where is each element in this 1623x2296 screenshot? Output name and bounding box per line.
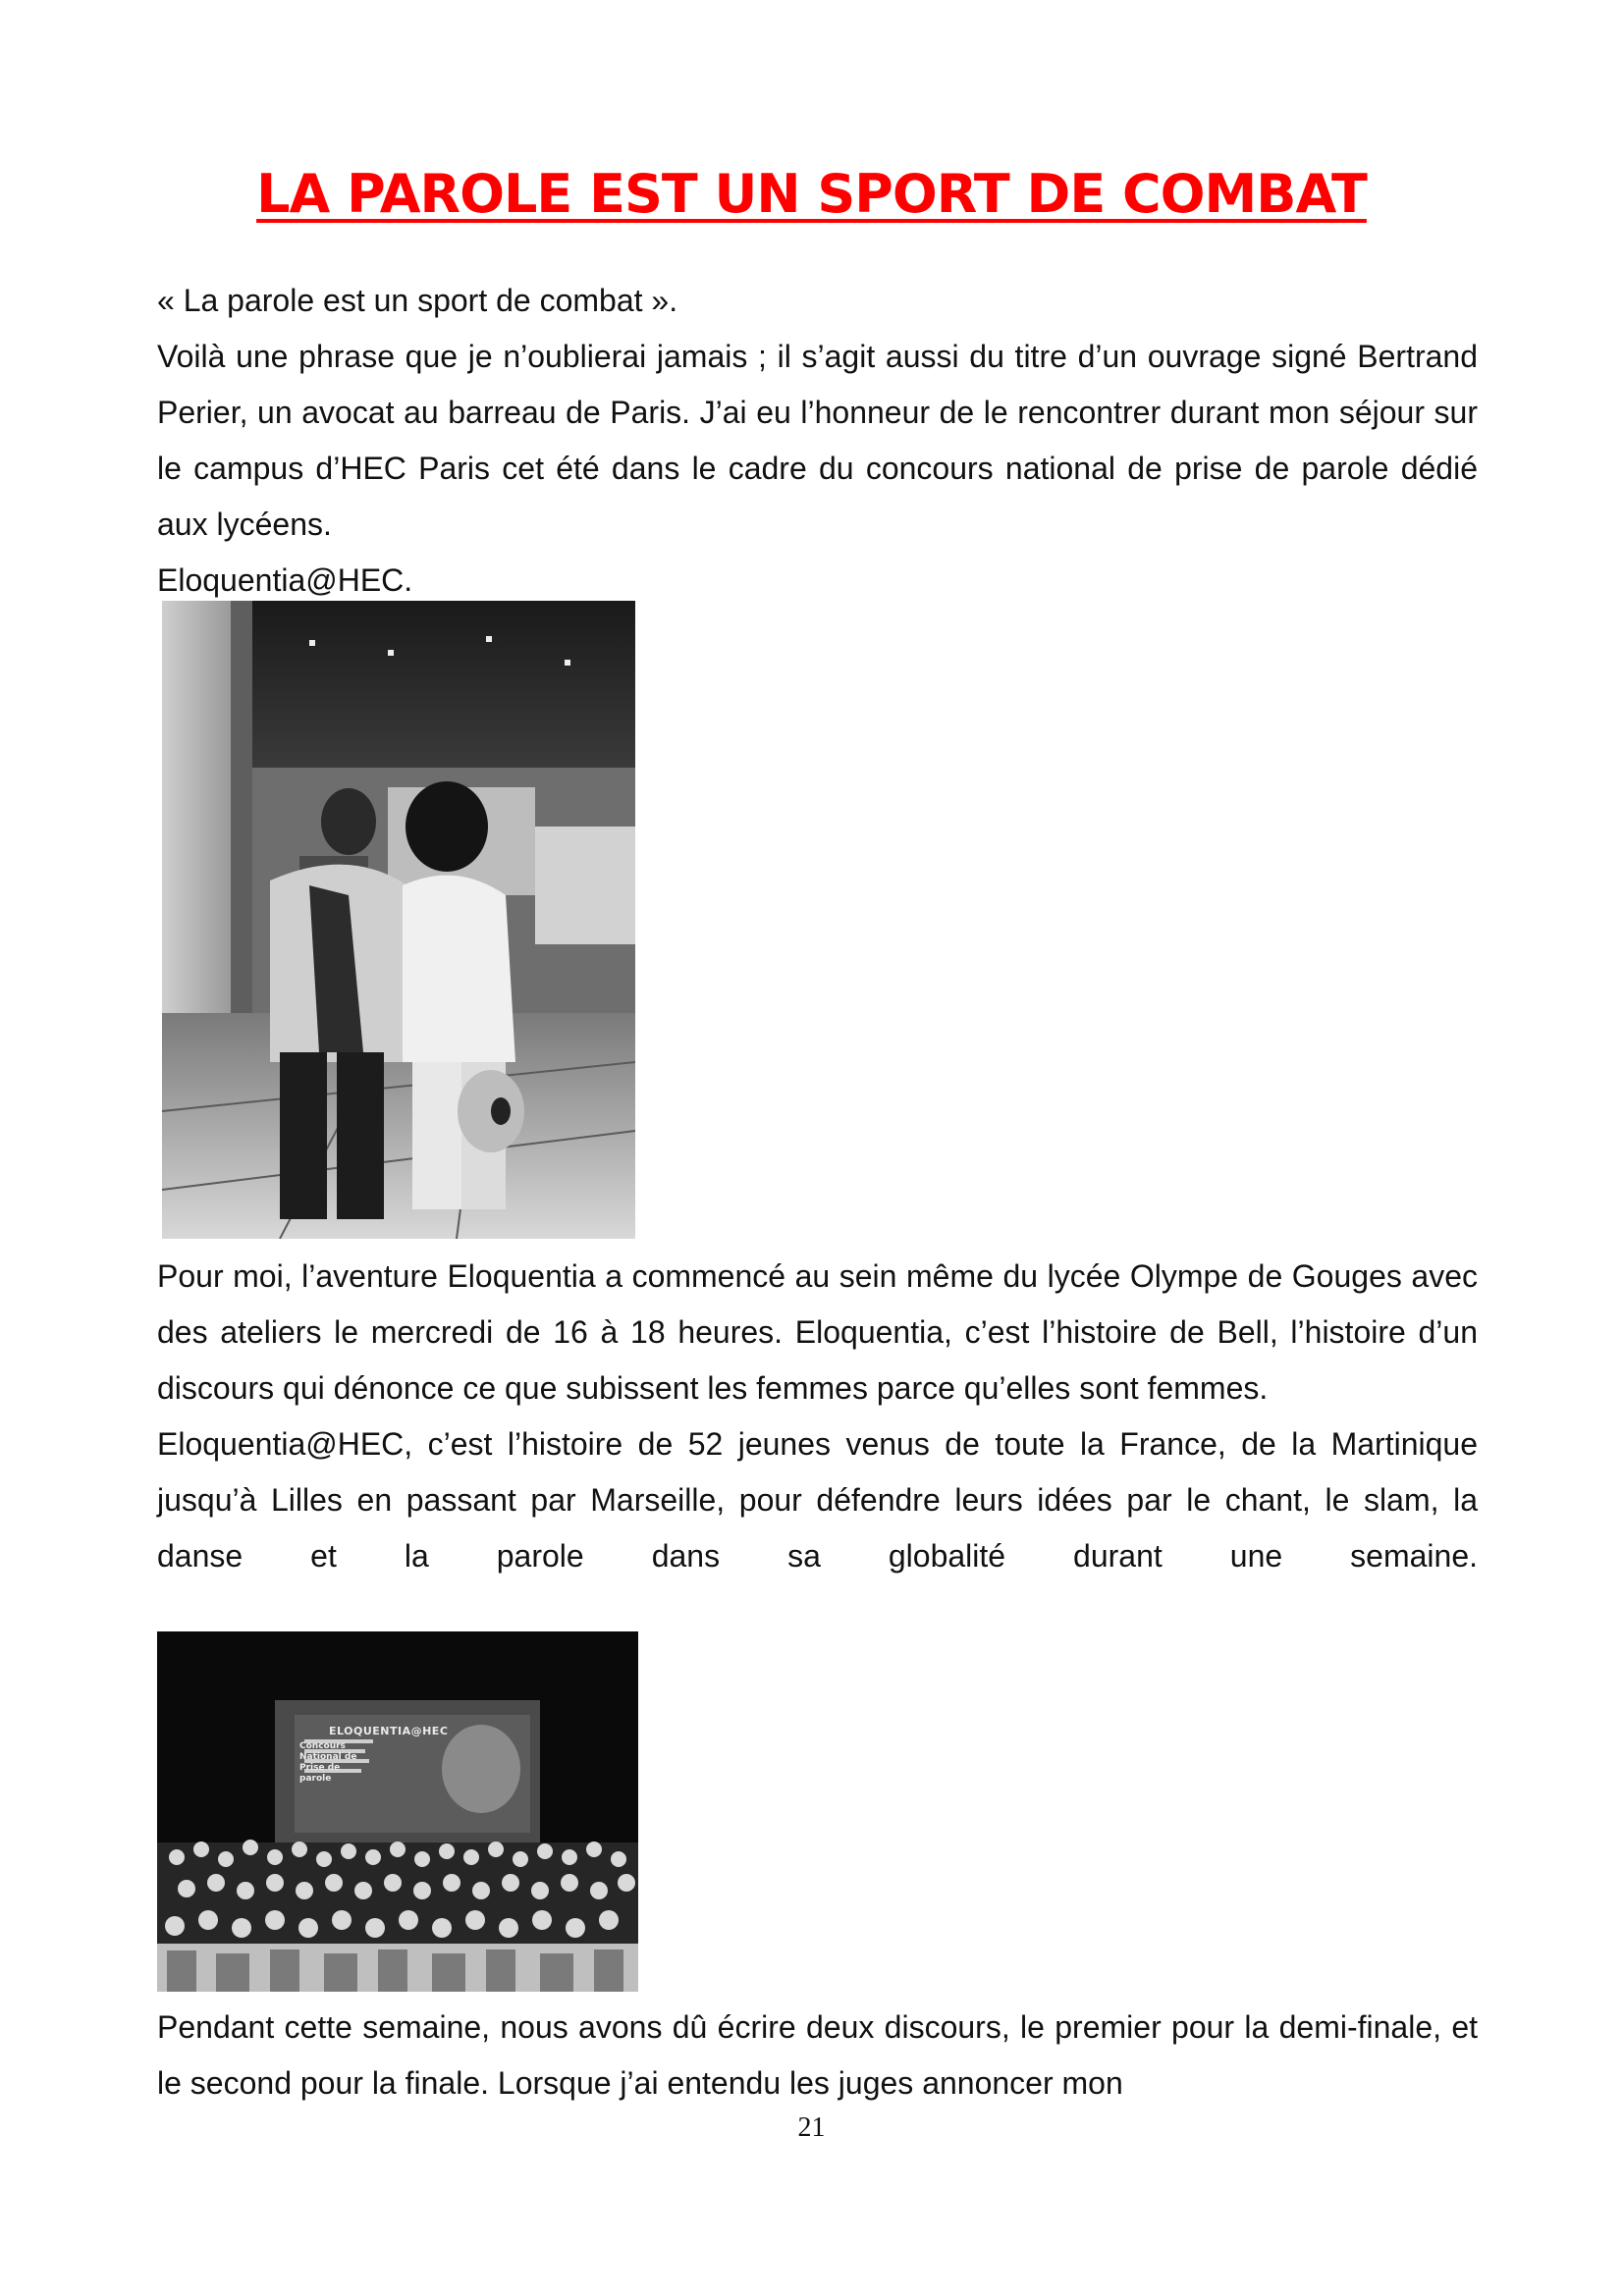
middle-text-block xyxy=(157,1249,1478,1584)
middle-paragraph-2: Eloquentia@HEC, c’est l’histoire de 52 jeunes venus de toute la France, de la Martinique jusqu’à Lilles en passant par Marseille, pour défendre leurs idées par le chant, le slam, la danse et la parole dans sa globalité durant une semaine. xyxy=(157,1426,1478,1574)
intro-quote: « La parole est un sport de combat ». xyxy=(157,283,678,318)
photo-meeting-in-hall xyxy=(162,601,635,1239)
intro-event-name: Eloquentia@HEC. xyxy=(157,562,413,598)
intro-paragraph: Voilà une phrase que je n’oublierai jamais ; il s’agit aussi du titre d’un ouvrage signé Bertrand Perier, un avocat au barreau de Paris. J’ai eu l’honneur de le rencontrer durant mon séjour sur le campus d’HEC Paris cet été dans le cadre du concours national de prise de parole dédié aux lycéens. xyxy=(157,339,1478,542)
banner-logo-text: ELOQUENTIA@HEC xyxy=(329,1725,449,1737)
meeting-photo-image xyxy=(162,601,635,1239)
group-photo-image xyxy=(157,1631,638,1992)
closing-paragraph: Pendant cette semaine, nous avons dû écrire deux discours, le premier pour la demi-finale, et le second pour la finale. Lorsque j’ai entendu les juges annoncer mon xyxy=(157,2009,1478,2101)
page-title: LA PAROLE EST UN SPORT DE COMBAT xyxy=(256,163,1367,225)
closing-text-block xyxy=(157,2000,1478,2111)
page-number: 21 xyxy=(797,2112,826,2143)
intro-text-block xyxy=(157,273,1478,609)
photo-group-eloquentia xyxy=(157,1631,638,1992)
banner-caption-text: Concours National de Prise de parole xyxy=(299,1741,357,1784)
middle-paragraph-1: Pour moi, l’aventure Eloquentia a commencé au sein même du lycée Olympe de Gouges avec des ateliers le mercredi de 16 à 18 heures. Eloquentia, c’est l’histoire de Bell, l’histoire d’un discours qui dénonce ce que subissent les femmes parce qu’elles sont femmes. xyxy=(157,1258,1478,1406)
